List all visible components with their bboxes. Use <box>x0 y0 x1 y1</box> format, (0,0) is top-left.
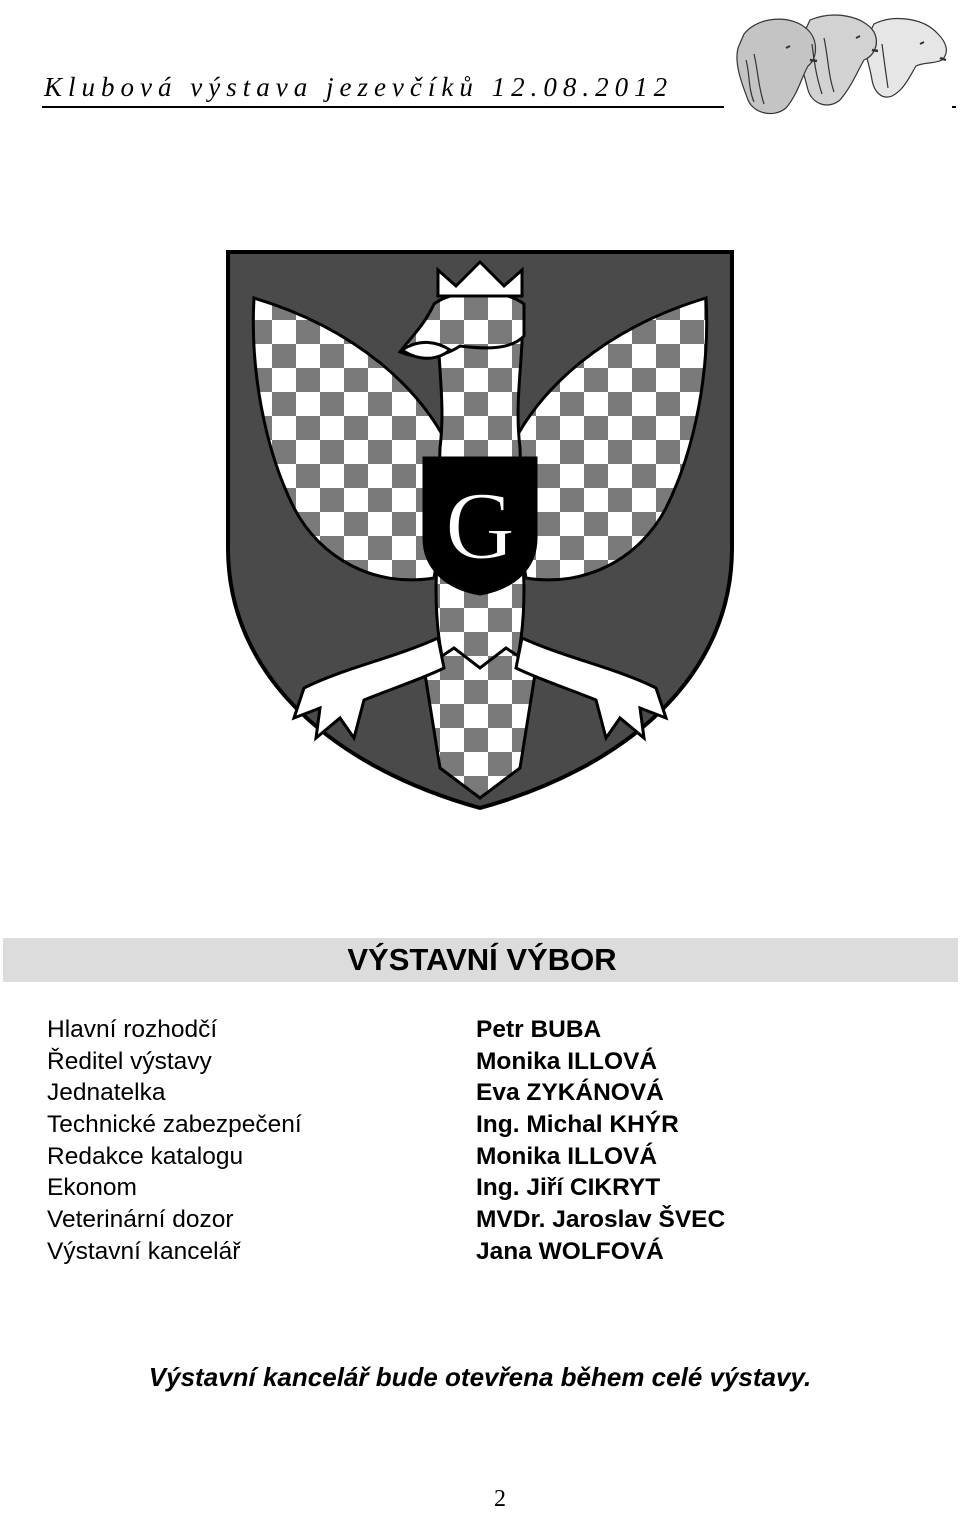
committee-names <box>476 1014 725 1268</box>
member-role: Ekonom <box>47 1174 137 1202</box>
page-number: 2 <box>494 1486 506 1512</box>
coat-of-arms <box>224 248 736 813</box>
committee-title: VÝSTAVNÍ VÝBOR <box>347 942 617 977</box>
member-name: MVDr. Jaroslav ŠVEC <box>476 1206 726 1234</box>
office-note: Výstavní kancelář bude otevřena během celé výstavy. <box>148 1362 812 1392</box>
member-name: Ing. Michal KHÝR <box>476 1111 679 1139</box>
header-title: Klubová výstava jezevčíků 12.08.2012 <box>44 72 674 102</box>
member-role: Technické zabezpečení <box>47 1111 302 1139</box>
inescutcheon-letter: G <box>445 472 515 579</box>
member-role: Výstavní kancelář <box>47 1237 241 1265</box>
member-role: Hlavní rozhodčí <box>47 1016 218 1043</box>
member-name: Monika ILLOVÁ <box>476 1142 658 1170</box>
member-name: Ing. Jiří CIKRYT <box>476 1174 661 1202</box>
member-role: Jednatelka <box>47 1079 166 1107</box>
member-name: Petr BUBA <box>476 1016 602 1043</box>
member-name: Monika ILLOVÁ <box>476 1047 658 1075</box>
member-role: Veterinární dozor <box>47 1206 234 1234</box>
member-role: Ředitel výstavy <box>47 1047 212 1075</box>
member-role: Redakce katalogu <box>47 1142 244 1170</box>
committee-roles <box>47 1014 302 1268</box>
member-name: Jana WOLFOVÁ <box>476 1237 664 1265</box>
dachshund-logo <box>724 4 952 124</box>
member-name: Eva ZYKÁNOVÁ <box>476 1079 664 1107</box>
